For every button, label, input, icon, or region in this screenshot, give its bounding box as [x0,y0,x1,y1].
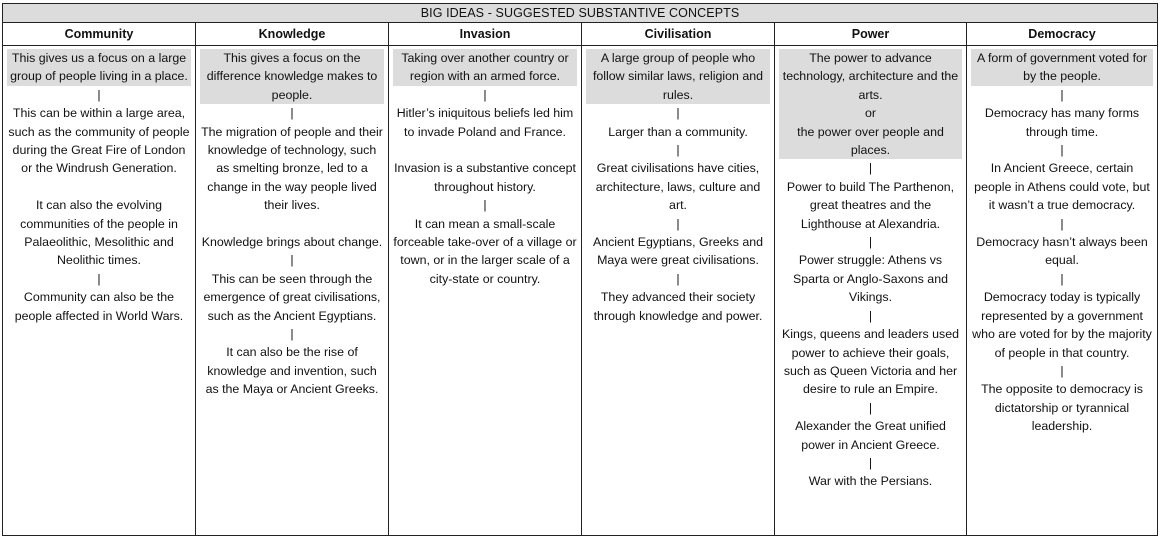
separator-bar: | [676,216,680,231]
separator-bar: | [1060,143,1064,158]
definition-text: A form of government voted for by the people. [976,51,1148,84]
definition-text-2: the power over people and places. [797,124,944,158]
concept-paragraph: It can mean a small-scale forceable take-over of a village or town, or in the larger scale of a city-state or country. [393,216,577,286]
definition-or: or [864,106,877,121]
separator-bar: | [483,87,487,102]
concept-paragraph: Knowledge brings about change. [201,235,383,250]
separator-bar: | [868,400,873,415]
definition-civilisation [586,49,770,104]
column-cell-knowledge [196,46,389,536]
content-row [3,46,1158,536]
separator-bar: | [1060,216,1064,231]
column-cell-invasion [389,46,582,536]
concept-paragraph: Power struggle: Athens vs Sparta or Anglo-Saxons and Vikings. [793,253,948,305]
concept-paragraph: Great civilisations have cities, architecture, laws, culture and art. [595,161,761,213]
definition-democracy [971,49,1153,86]
blank-line [200,215,384,233]
concept-paragraph: Democracy hasn’t always been equal. [976,235,1148,268]
separator-bar: | [97,271,101,286]
separator-bar: | [868,308,873,323]
column-heading-power: Power [775,23,967,46]
concept-paragraph: Ancient Egyptians, Greeks and Maya were great civilisations. [592,235,764,268]
column-cell-power [775,46,967,536]
column-cell-community [3,46,196,536]
concept-paragraph: It can also be the rise of knowledge and invention, such as the Maya or Ancient Greeks. [205,345,379,397]
definition-invasion [393,49,577,86]
separator-bar: | [1060,87,1064,102]
separator-bar: | [483,198,487,213]
separator-bar: | [868,161,873,176]
concept-paragraph: The migration of people and their knowledge of technology, such as smelting bronze, led to a change in the way people lived their lives. [201,124,383,213]
concepts-table-wrapper [2,3,1157,536]
concept-paragraph: War with the Persians. [808,474,933,489]
separator-bar: | [290,106,294,121]
definition-text: Taking over another country or region with an armed force. [401,51,569,84]
separator-bar: | [676,271,680,286]
concept-paragraph: This can be seen through the emergence of great civilisations, such as the Ancient Egyptians. [203,271,381,323]
separator-bar: | [676,143,680,158]
separator-bar: | [290,327,294,342]
concept-paragraph: In Ancient Greece, certain people in Athens could vote, but it wasn’t a true democracy. [974,161,1150,213]
concept-paragraph: Democracy has many forms through time. [984,106,1140,139]
concept-paragraph: The opposite to democracy is dictatorship or tyrannical leadership. [981,382,1143,434]
concept-paragraph: Power to build The Parthenon, great theatres and the Lighthouse at Alexandria. [786,179,955,231]
column-heading-community: Community [3,23,196,46]
concept-paragraph: Alexander the Great unified power in Ancient Greece. [795,419,946,452]
column-cell-civilisation [582,46,775,536]
definition-knowledge [200,49,384,104]
table-title: BIG IDEAS - SUGGESTED SUBSTANTIVE CONCEPTS [3,4,1158,23]
definition-power [779,49,962,159]
blank-line [393,141,577,159]
separator-bar: | [868,235,873,250]
concept-paragraph: This can be within a large area, such as the community of people during the Great Fire of London or the Windrush Generation. [8,106,190,176]
column-heading-democracy: Democracy [967,23,1158,46]
concept-paragraph: Community can also be the people affected in World Wars. [14,290,184,323]
separator-bar: | [1060,363,1064,378]
separator-bar: | [97,87,101,102]
concept-paragraph: Larger than a community. [608,124,748,139]
column-heading-knowledge: Knowledge [196,23,389,46]
concepts-table [2,3,1158,536]
definition-text: The power to advance technology, architecture and the arts. [782,51,959,102]
concept-paragraph: It can also the evolving communities of the people in Palaeolithic, Mesolithic and Neolithic times. [20,198,178,268]
header-row [3,23,1158,46]
separator-bar: | [868,455,873,470]
column-heading-invasion: Invasion [389,23,582,46]
concept-paragraph: Kings, queens and leaders used power to achieve their goals, such as Queen Victoria and her desire to rule an Empire. [781,327,960,397]
concept-paragraph: Invasion is a substantive concept throughout history. [394,161,576,194]
separator-bar: | [676,106,680,121]
concept-paragraph: Hitler’s iniquitous beliefs led him to invade Poland and France. [396,106,574,139]
definition-text: This gives a focus on the difference knowledge makes to people. [206,51,378,102]
separator-bar: | [1060,271,1064,286]
column-cell-democracy [967,46,1158,536]
definition-text: This gives us a focus on a large group of people living in a place. [10,51,188,84]
definition-community [7,49,191,86]
separator-bar: | [290,253,294,268]
concept-paragraph: Democracy today is typically represented by a government who are voted for by the majority of people in that country. [972,290,1152,360]
definition-text: A large group of people who follow similar laws, religion and rules. [592,51,764,102]
concept-paragraph: They advanced their society through knowledge and power. [593,290,763,323]
column-heading-civilisation: Civilisation [582,23,775,46]
blank-line [7,178,191,196]
